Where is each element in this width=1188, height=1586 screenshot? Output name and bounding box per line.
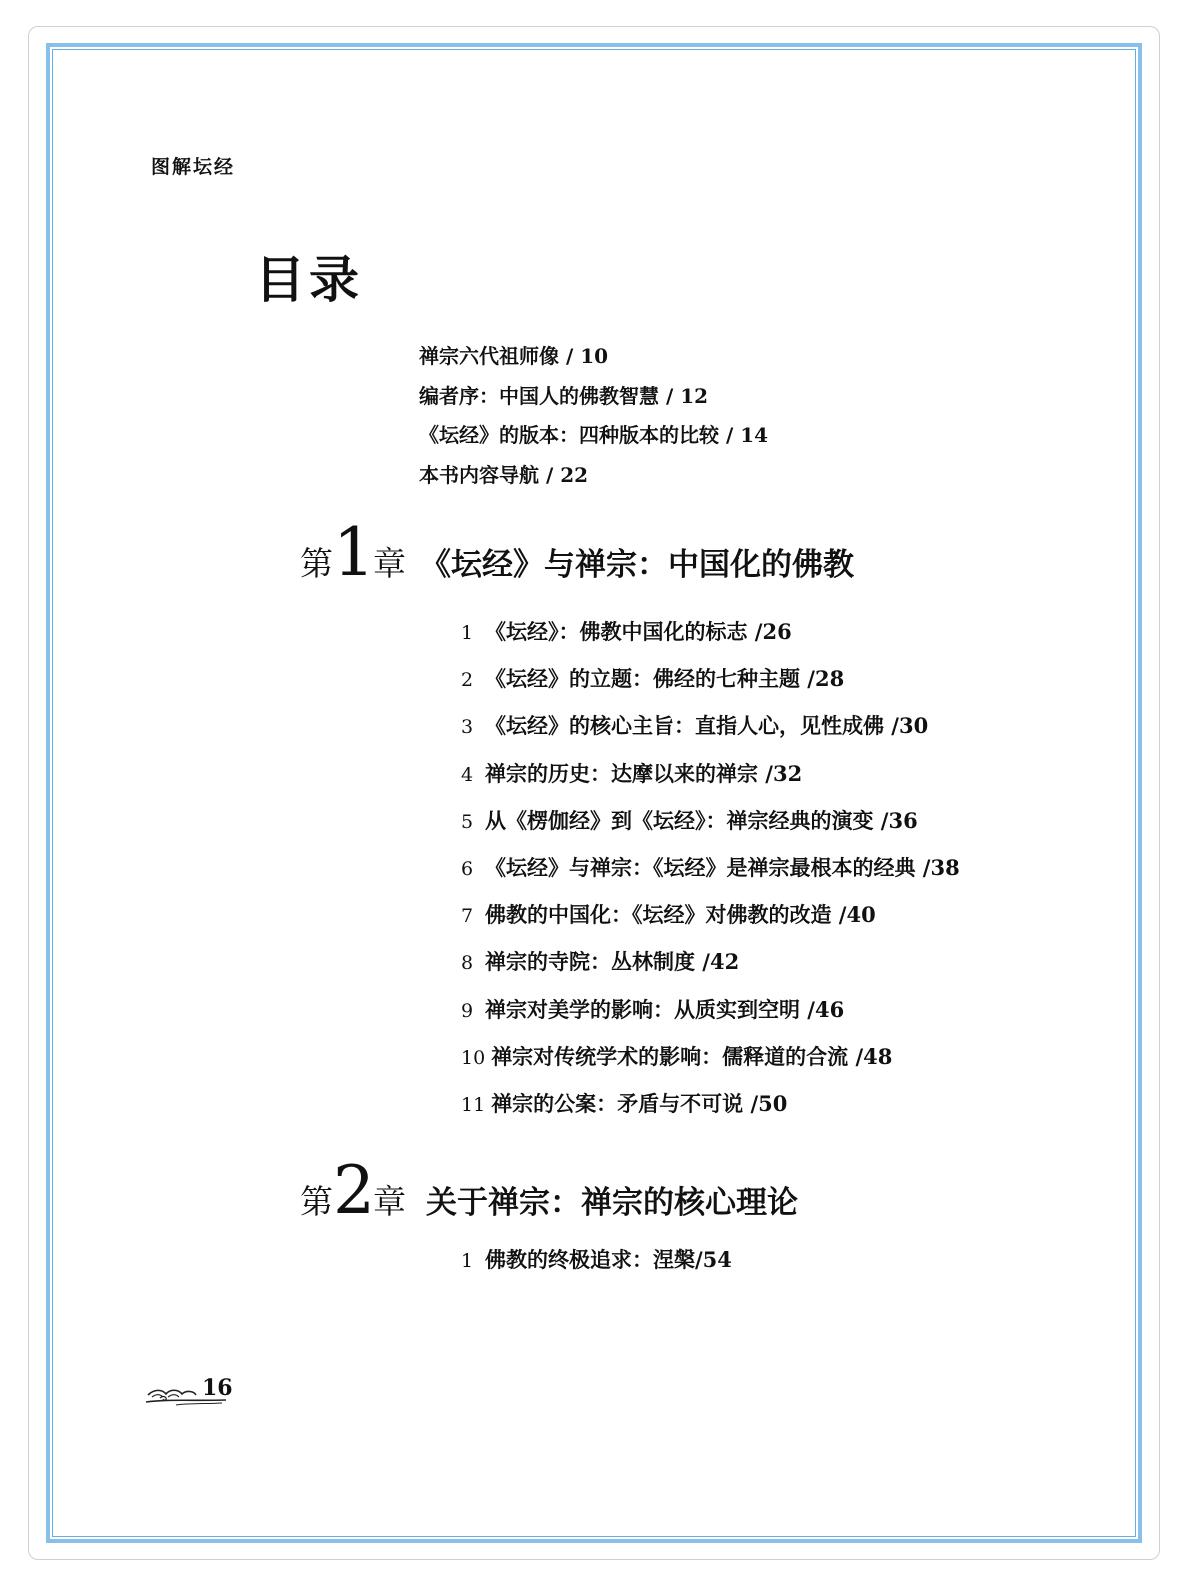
front-matter-item[interactable]: 本书内容导航 / 22 xyxy=(419,462,589,487)
front-matter-item[interactable]: 编者序：中国人的佛教智慧 / 12 xyxy=(419,383,709,408)
section-item[interactable] xyxy=(461,853,960,900)
section-number: 7 xyxy=(461,905,474,928)
section-text: 禅宗对传统学术的影响：儒释道的合流 /48 xyxy=(491,1043,893,1069)
section-text: 禅宗的公案：矛盾与不可说 /50 xyxy=(491,1090,788,1116)
section-item[interactable] xyxy=(461,617,960,664)
section-text: 《坛经》的立题：佛经的七种主题 /28 xyxy=(485,666,845,692)
section-text: 禅宗的寺院：丛林制度 /42 xyxy=(485,949,740,975)
section-item[interactable] xyxy=(461,1089,960,1136)
chapter-1-sections xyxy=(461,617,960,1136)
chapter-number: 1 xyxy=(333,514,373,591)
section-item[interactable] xyxy=(461,759,960,806)
section-item[interactable] xyxy=(461,1245,732,1292)
section-number: 5 xyxy=(461,810,474,833)
front-matter-list xyxy=(419,343,768,501)
section-item[interactable] xyxy=(461,947,960,994)
page-number: 16 xyxy=(202,1375,233,1401)
section-text: 禅宗对美学的影响：从质实到空明 /46 xyxy=(485,996,845,1022)
section-item[interactable] xyxy=(461,900,960,947)
toc-title: 目录 xyxy=(255,250,363,309)
section-text: 从《楞伽经》到《坛经》：禅宗经典的演变 /36 xyxy=(485,807,918,833)
page-footer xyxy=(146,1375,246,1409)
section-number: 1 xyxy=(461,1250,474,1272)
section-item[interactable] xyxy=(461,711,960,758)
chapter-2-sections xyxy=(461,1245,732,1292)
section-text: 佛教的终极追求：涅槃/54 xyxy=(485,1247,732,1272)
section-text: 佛教的中国化：《坛经》对佛教的改造 /40 xyxy=(485,902,876,928)
section-number: 2 xyxy=(461,669,474,692)
section-number: 10 xyxy=(461,1046,486,1069)
section-number: 6 xyxy=(461,857,474,880)
section-number: 1 xyxy=(461,622,474,644)
chapter-2-heading[interactable] xyxy=(300,1152,798,1229)
chapter-title: 关于禅宗：禅宗的核心理论 xyxy=(426,1185,798,1221)
chapter-suffix: 章 xyxy=(373,1182,406,1221)
section-text: 《坛经》：佛教中国化的标志 /26 xyxy=(485,619,792,644)
chapter-prefix: 第 xyxy=(300,1182,333,1221)
section-number: 3 xyxy=(461,716,474,739)
chapter-prefix: 第 xyxy=(300,544,333,583)
section-number: 9 xyxy=(461,999,474,1022)
section-number: 8 xyxy=(461,952,474,975)
section-text: 禅宗的历史：达摩以来的禅宗 /32 xyxy=(485,760,803,786)
front-matter-item[interactable]: 《坛经》的版本：四种版本的比较 / 14 xyxy=(419,423,769,447)
section-text: 《坛经》与禅宗：《坛经》是禅宗最根本的经典 /38 xyxy=(485,854,960,880)
front-matter-item[interactable]: 禅宗六代祖师像 / 10 xyxy=(419,344,609,368)
running-head: 图解坛经 xyxy=(151,156,236,178)
chapter-title: 《坛经》与禅宗：中国化的佛教 xyxy=(420,547,854,583)
section-number: 4 xyxy=(461,763,474,786)
section-text: 《坛经》的核心主旨：直指人心，见性成佛 /30 xyxy=(485,713,929,739)
section-item[interactable] xyxy=(461,1042,960,1089)
chapter-suffix: 章 xyxy=(373,544,406,583)
chapter-number: 2 xyxy=(333,1152,373,1229)
chapter-1-heading[interactable] xyxy=(300,514,854,591)
section-item[interactable] xyxy=(461,664,960,711)
section-item[interactable] xyxy=(461,995,960,1042)
section-number: 11 xyxy=(461,1093,486,1116)
section-item[interactable] xyxy=(461,806,960,853)
